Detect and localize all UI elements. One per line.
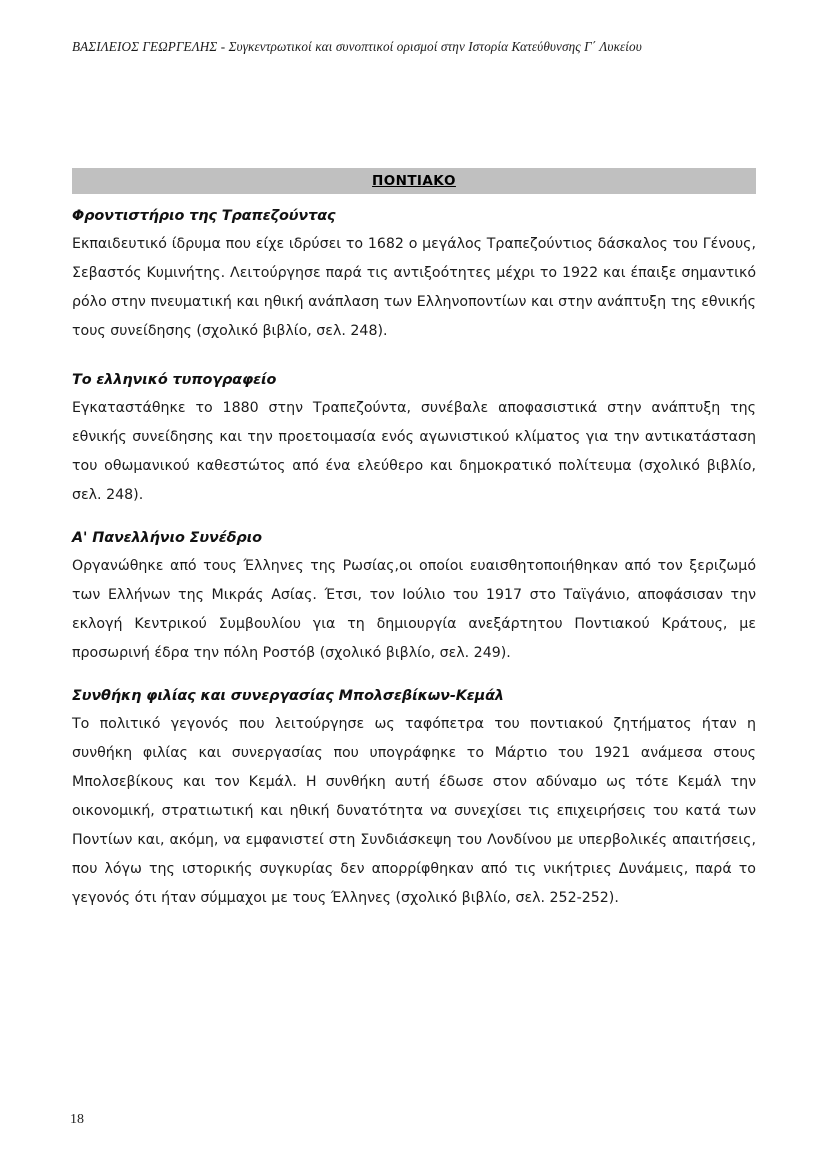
entry-heading: Φροντιστήριο της Τραπεζούντας bbox=[72, 208, 336, 224]
entry-body: Οργανώθηκε από τους Έλληνες της Ρωσίας,οι οποίοι ευαισθητοποιήθηκαν από τον ξεριζωμό των Ελλήνων της Μικράς Ασίας. Έτσι, τον Ιούλιο του 1917 στο Ταϊγάνιο, αποφάσισαν την εκλογή Κεντρικού Συμβουλίου για τη δημιουργία ανεξάρτητου Ποντιακού Κράτους, με προσωρινή έδρα την πόλη Ροστόβ (σχολικό βιβλίο, σελ. 249). bbox=[72, 558, 756, 661]
entry-panellinio-synedrio bbox=[72, 530, 756, 668]
entry-body: Το πολιτικό γεγονός που λειτούργησε ως ταφόπετρα του ποντιακού ζητήματος ήταν η συνθήκη φιλίας και συνεργασίας που υπογράφηκε το Μάρτιο του 1921 ανάμεσα στους Μπολσεβίκους και τον Κεμάλ. Η συνθήκη αυτή έδωσε στον αδύναμο ως τότε Κεμάλ την οικονομική, στρατιωτική και ηθική δυνατότητα να συνεχίσει τις επιχειρήσεις του κατά των Ποντίων και, ακόμη, να εμφανιστεί στη Συνδιάσκεψη του Λονδίνου με υπερβολικές απαιτήσεις, που λόγω της ιστορικής συγκυρίας δεν απορρίφθηκαν από τις νικήτριες Δυνάμεις, παρά το γεγονός ότι ήταν σύμμαχοι με τους Έλληνες (σχολικό βιβλίο, σελ. 252-252). bbox=[72, 716, 756, 906]
entry-heading: Συνθήκη φιλίας και συνεργασίας Μπολσεβίκων-Κεμάλ bbox=[72, 688, 504, 704]
page-number: 18 bbox=[70, 1112, 84, 1127]
document-content bbox=[72, 168, 756, 933]
entry-heading: Α' Πανελλήνιο Συνέδριο bbox=[72, 530, 262, 546]
entry-body: Εγκαταστάθηκε το 1880 στην Τραπεζούντα, συνέβαλε αποφασιστικά στην ανάπτυξη της εθνικής συνείδησης και την προετοιμασία ενός αγωνιστικού κλίματος για την αντικατάσταση του οθωμανικού καθεστώτος από ένα ελεύθερο και δημοκρατικό πολίτευμα (σχολικό βιβλίο, σελ. 248). bbox=[72, 400, 756, 503]
section-banner bbox=[72, 168, 756, 194]
running-header: ΒΑΣΙΛΕΙΟΣ ΓΕΩΡΓΕΛΗΣ - Συγκεντρωτικοί και συνοπτικοί ορισμοί στην Ιστορία Κατεύθυνσης Γ΄ Λυκείου bbox=[72, 39, 642, 54]
entry-frontistirio bbox=[72, 208, 756, 346]
entry-typografeio bbox=[72, 372, 756, 510]
entry-synthiki-filias bbox=[72, 688, 756, 913]
section-title: ΠΟΝΤΙΑΚΟ bbox=[372, 173, 456, 189]
entry-heading: Το ελληνικό τυπογραφείο bbox=[72, 372, 277, 388]
entry-body: Εκπαιδευτικό ίδρυμα που είχε ιδρύσει το 1682 ο μεγάλος Τραπεζούντιος δάσκαλος του Γένους, Σεβαστός Κυμινήτης. Λειτούργησε παρά τις αντιξοότητες μέχρι το 1922 και έπαιξε σημαντικό ρόλο στην πνευματική και ηθική ανάπλαση των Ελληνοποντίων και στην ανάπτυξη της εθνικής τους συνείδησης (σχολικό βιβλίο, σελ. 248). bbox=[72, 236, 756, 339]
